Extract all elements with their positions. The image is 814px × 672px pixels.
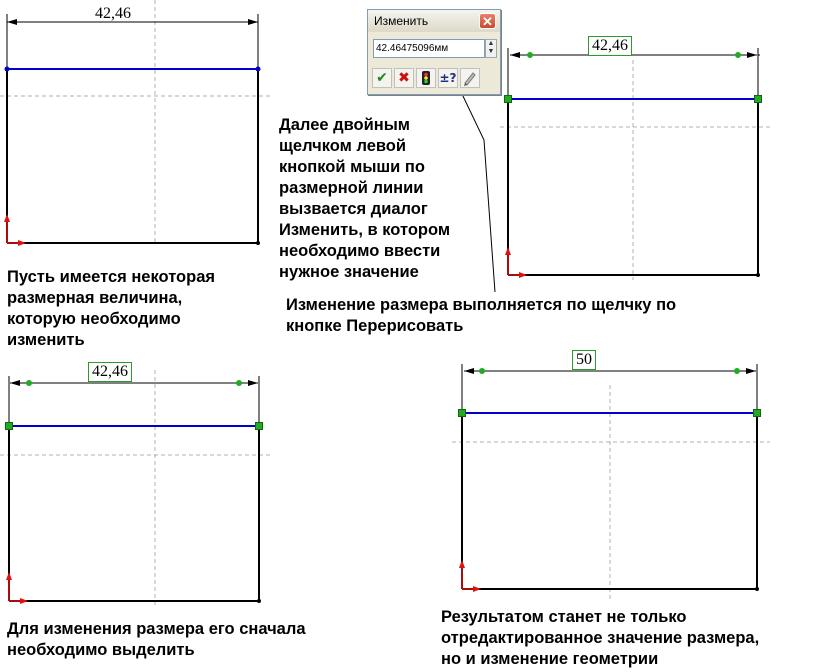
caption-line: нужное значение: [279, 263, 419, 281]
caption-step-3: [286, 295, 676, 337]
mark-button[interactable]: [460, 68, 480, 88]
caption-line: размерная величина,: [7, 289, 183, 307]
origin-icon: [505, 247, 527, 278]
rebuild-button[interactable]: [416, 68, 436, 88]
caption-line: необходимо выделить: [7, 641, 195, 659]
modify-dialog: [367, 9, 501, 95]
grip-handle[interactable]: [256, 423, 263, 430]
dimension-handle[interactable]: [479, 368, 485, 374]
caption-line: но и изменение геометрии: [441, 650, 659, 668]
vertex[interactable]: [256, 241, 260, 245]
dimension-value[interactable]: 42,46: [95, 5, 131, 22]
vertex[interactable]: [257, 599, 261, 603]
sketch-panel-top-left: [0, 0, 270, 246]
caption-line: которую необходимо: [7, 310, 181, 328]
dimension-value-input[interactable]: 42.46475096мм: [373, 39, 485, 58]
cancel-button[interactable]: [394, 68, 414, 88]
callout-line: [462, 94, 484, 140]
caption-step-5: [441, 607, 759, 670]
origin-icon: [459, 560, 481, 592]
grip-handle[interactable]: [459, 410, 466, 417]
pencil-icon: [461, 69, 479, 87]
ok-button[interactable]: [372, 68, 392, 88]
sketch-panel-top-right: [500, 48, 770, 280]
grip-handle[interactable]: [754, 410, 761, 417]
dimension-handle[interactable]: [26, 380, 32, 386]
caption-line: размерной линии: [279, 179, 424, 197]
checkmark-icon: ✔: [376, 70, 388, 86]
caption-step-2: [279, 115, 450, 283]
grip-handle[interactable]: [505, 96, 512, 103]
caption-step-4: [7, 619, 306, 661]
vertex[interactable]: [256, 67, 261, 72]
close-button[interactable]: ✕: [479, 13, 496, 29]
dimension-value[interactable]: 50: [572, 350, 596, 370]
value-spinner[interactable]: [485, 39, 497, 58]
help-button[interactable]: ±?: [438, 68, 458, 88]
caption-line: кнопкой мыши по: [279, 158, 425, 176]
dimension-handle[interactable]: [236, 380, 242, 386]
spin-up-icon[interactable]: ▲: [487, 40, 495, 47]
caption-line: Изменить, в котором: [279, 221, 451, 239]
caption-line: кнопке Перерисовать: [286, 317, 464, 335]
dialog-title: Изменить: [368, 10, 500, 32]
vertex[interactable]: [756, 273, 760, 277]
callout-line: [484, 140, 495, 292]
grip-handle[interactable]: [755, 96, 762, 103]
dimension-value[interactable]: 42,46: [588, 36, 632, 56]
x-icon: ✖: [398, 70, 410, 86]
grip-handle[interactable]: [6, 423, 13, 430]
caption-line: отредактированное значение размера,: [441, 629, 760, 647]
dimension-handle[interactable]: [734, 368, 740, 374]
caption-line: Пусть имеется некоторая: [7, 268, 216, 286]
dimension-handle[interactable]: [527, 52, 533, 58]
caption-line: Результатом станет не только: [441, 608, 687, 626]
caption-line: Для изменения размера его сначала: [7, 620, 306, 638]
caption-step-1: [7, 267, 215, 351]
origin-icon: [6, 572, 28, 604]
sketch-panel-bottom-left: [0, 370, 270, 605]
origin-icon: [4, 214, 26, 246]
caption-line: изменить: [7, 331, 85, 349]
traffic-light-icon: [417, 69, 435, 87]
spin-down-icon[interactable]: ▼: [487, 48, 495, 55]
dimension-value[interactable]: 42,46: [88, 362, 132, 382]
caption-line: Далее двойным: [279, 116, 411, 134]
caption-line: необходимо ввести: [279, 242, 441, 260]
vertex[interactable]: [5, 67, 10, 72]
caption-line: щелчком левой: [279, 137, 407, 155]
vertex[interactable]: [755, 587, 759, 591]
caption-line: вызвается диалог: [279, 200, 428, 218]
dimension-handle[interactable]: [735, 52, 741, 58]
sketch-panel-bottom-right: [452, 364, 770, 600]
caption-line: Изменение размера выполняется по щелчку по: [286, 296, 677, 314]
